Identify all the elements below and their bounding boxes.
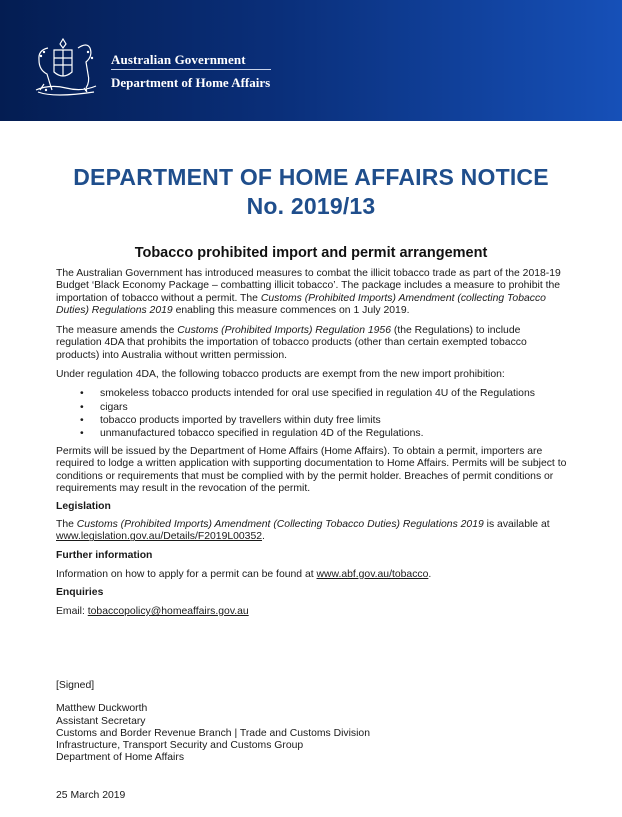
notice-subtitle: Tobacco prohibited import and permit arrangement xyxy=(134,245,488,261)
header-divider xyxy=(111,69,271,70)
paragraph-amendment: The measure amends the Customs (Prohibited Imports) Regulation 1956 (the Regulations) to include regulation 4DA that prohibits the importation of tobacco products (other than certain exempted tobacco products) into Australia without written permission. xyxy=(56,325,527,361)
signatory-branch: Customs and Border Revenue Branch | Trade and Customs Division xyxy=(56,728,370,739)
government-name: Australian Government xyxy=(111,52,246,67)
notice-number: No. 2019/13 xyxy=(246,193,376,219)
paragraph-exemptions: Under regulation 4DA, the following tobacco products are exempt from the new import prohibition: xyxy=(56,369,505,380)
notice-date: 25 March 2019 xyxy=(56,790,126,801)
signed-marker: [Signed] xyxy=(56,680,95,691)
email-link[interactable]: tobaccopolicy@homeaffairs.gov.au xyxy=(87,606,249,617)
department-name: Department of Home Affairs xyxy=(111,75,271,90)
enquiries-heading: Enquiries xyxy=(56,587,104,598)
further-info-text: Information on how to apply for a permit can be found at www.abf.gov.au/tobacco. xyxy=(56,569,432,580)
paragraph-permits: Permits will be issued by the Department of Home Affairs (Home Affairs). To obtain a permit, importers are required to lodge a written application with supporting documentation to Home Affairs. Permits will be subject to conditions or requirements that must be complied with by the permit holder. Breaches of permit conditions or requirements may result in the revocation of the permit. xyxy=(56,446,567,495)
legislation-text: The Customs (Prohibited Imports) Amendment (Collecting Tobacco Duties) Regulations 2019 is available at www.legislation.gov.au/Details/F2019L00352. xyxy=(56,519,550,543)
signatory-department: Department of Home Affairs xyxy=(56,752,185,763)
signatory-role: Assistant Secretary xyxy=(56,716,146,727)
legislation-link[interactable]: www.legislation.gov.au/Details/F2019L00352 xyxy=(56,531,263,543)
signatory-group: Infrastructure, Transport Security and Customs Group xyxy=(56,740,304,751)
legislation-heading: Legislation xyxy=(56,501,111,512)
abf-tobacco-link[interactable]: www.abf.gov.au/tobacco xyxy=(316,569,429,580)
coat-of-arms-icon xyxy=(26,30,106,100)
signatory-name: Matthew Duckworth xyxy=(56,703,148,714)
header-banner xyxy=(0,0,622,121)
paragraph-intro: The Australian Government has introduced measures to combat the illicit tobacco trade as part of the 2018-19 Budget ‘Black Economy Package – combatting illicit tobacco’. The package includes a measure to prohibit the importation of tobacco without a permit. The Customs (Prohibited Imports) Amendment (collecting Tobacco Duties) Regulations 2019 enabling this measure commences on 1 July 2019. xyxy=(56,268,561,317)
enquiries-email: Email: tobaccopolicy@homeaffairs.gov.au xyxy=(56,606,249,617)
notice-title: DEPARTMENT OF HOME AFFAIRS NOTICE xyxy=(73,164,549,190)
further-info-heading: Further information xyxy=(56,550,153,561)
